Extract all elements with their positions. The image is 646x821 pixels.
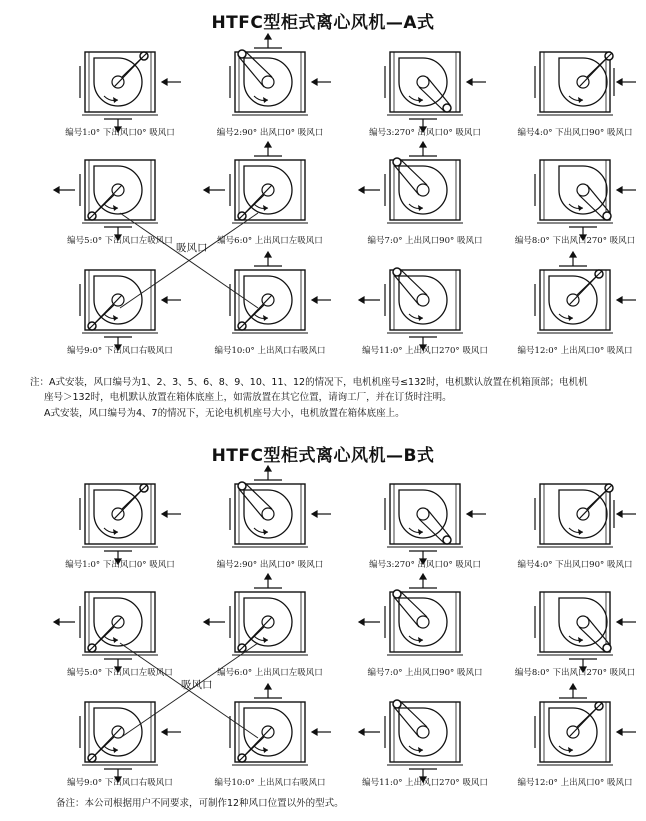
- diagram-caption: 编号8:0° 下出风口270° 吸风口: [514, 236, 636, 246]
- note-a-line3: A式安装，风口编号为4、7的情况下，无论电机机座号大小，电机放置在箱体底座上。: [44, 408, 405, 419]
- note-a-line2: 座号＞132时，电机默认放置在箱体底座上，如需放置在其它位置，请询工厂，并在订货时注明。: [44, 392, 452, 403]
- diagram-caption: 编号3:270° 出风口0° 吸风口: [369, 128, 481, 138]
- diagram-caption: 编号4:0° 下出风口90° 吸风口: [517, 560, 633, 570]
- diagram-caption: 编号7:0° 上出风口90° 吸风口: [367, 668, 483, 678]
- diagram-caption: 编号11:0° 上出风口270° 吸风口: [362, 346, 488, 356]
- center-inlet-label-b: 吸风口: [181, 679, 213, 691]
- diagram-caption: 编号8:0° 下出风口270° 吸风口: [514, 668, 636, 678]
- diagram-caption: 编号2:90° 出风口0° 吸风口: [216, 560, 324, 570]
- diagram-caption: 编号12:0° 上出风口0° 吸风口: [517, 346, 633, 356]
- diagram-caption: 编号4:0° 下出风口90° 吸风口: [517, 128, 633, 138]
- section-a-title: HTFC型柜式离心风机—A式: [211, 13, 435, 33]
- diagram-caption: 编号5:0° 下出风口左吸风口: [67, 236, 173, 246]
- diagram-caption: 编号9:0° 下出风口右吸风口: [67, 346, 173, 356]
- diagram-caption: 编号3:270° 出风口0° 吸风口: [369, 560, 481, 570]
- section-b-title: HTFC型柜式离心风机—B式: [211, 446, 435, 466]
- diagram-caption: 编号6:0° 上出风口左吸风口: [217, 236, 323, 246]
- diagram-caption: 编号6:0° 上出风口左吸风口: [217, 668, 323, 678]
- diagram-caption: 编号2:90° 出风口0° 吸风口: [216, 128, 324, 138]
- diagram-caption: 编号10:0° 上出风口右吸风口: [214, 346, 326, 356]
- diagram-caption: 编号1:0° 下出风口0° 吸风口: [65, 128, 175, 138]
- diagram-caption: 编号7:0° 上出风口90° 吸风口: [367, 236, 483, 246]
- diagram-caption: 编号12:0° 上出风口0° 吸风口: [517, 778, 633, 788]
- center-inlet-label-a: 吸风口: [176, 242, 208, 254]
- diagram-caption: 编号5:0° 下出风口左吸风口: [67, 668, 173, 678]
- note-a-line1: 注：A式安装，风口编号为1、2、3、5、6、8、9、10、11、12的情况下，电机机座号≤132时，电机默认放置在机箱顶部；电机机: [30, 377, 588, 388]
- diagram-caption: 编号10:0° 上出风口右吸风口: [214, 778, 326, 788]
- diagram-caption: 编号11:0° 上出风口270° 吸风口: [362, 778, 488, 788]
- footnote-b: 备注：本公司根据用户不同要求，可制作12种风口位置以外的型式。: [56, 798, 344, 809]
- diagram-caption: 编号1:0° 下出风口0° 吸风口: [65, 560, 175, 570]
- diagram-caption: 编号9:0° 下出风口右吸风口: [67, 778, 173, 788]
